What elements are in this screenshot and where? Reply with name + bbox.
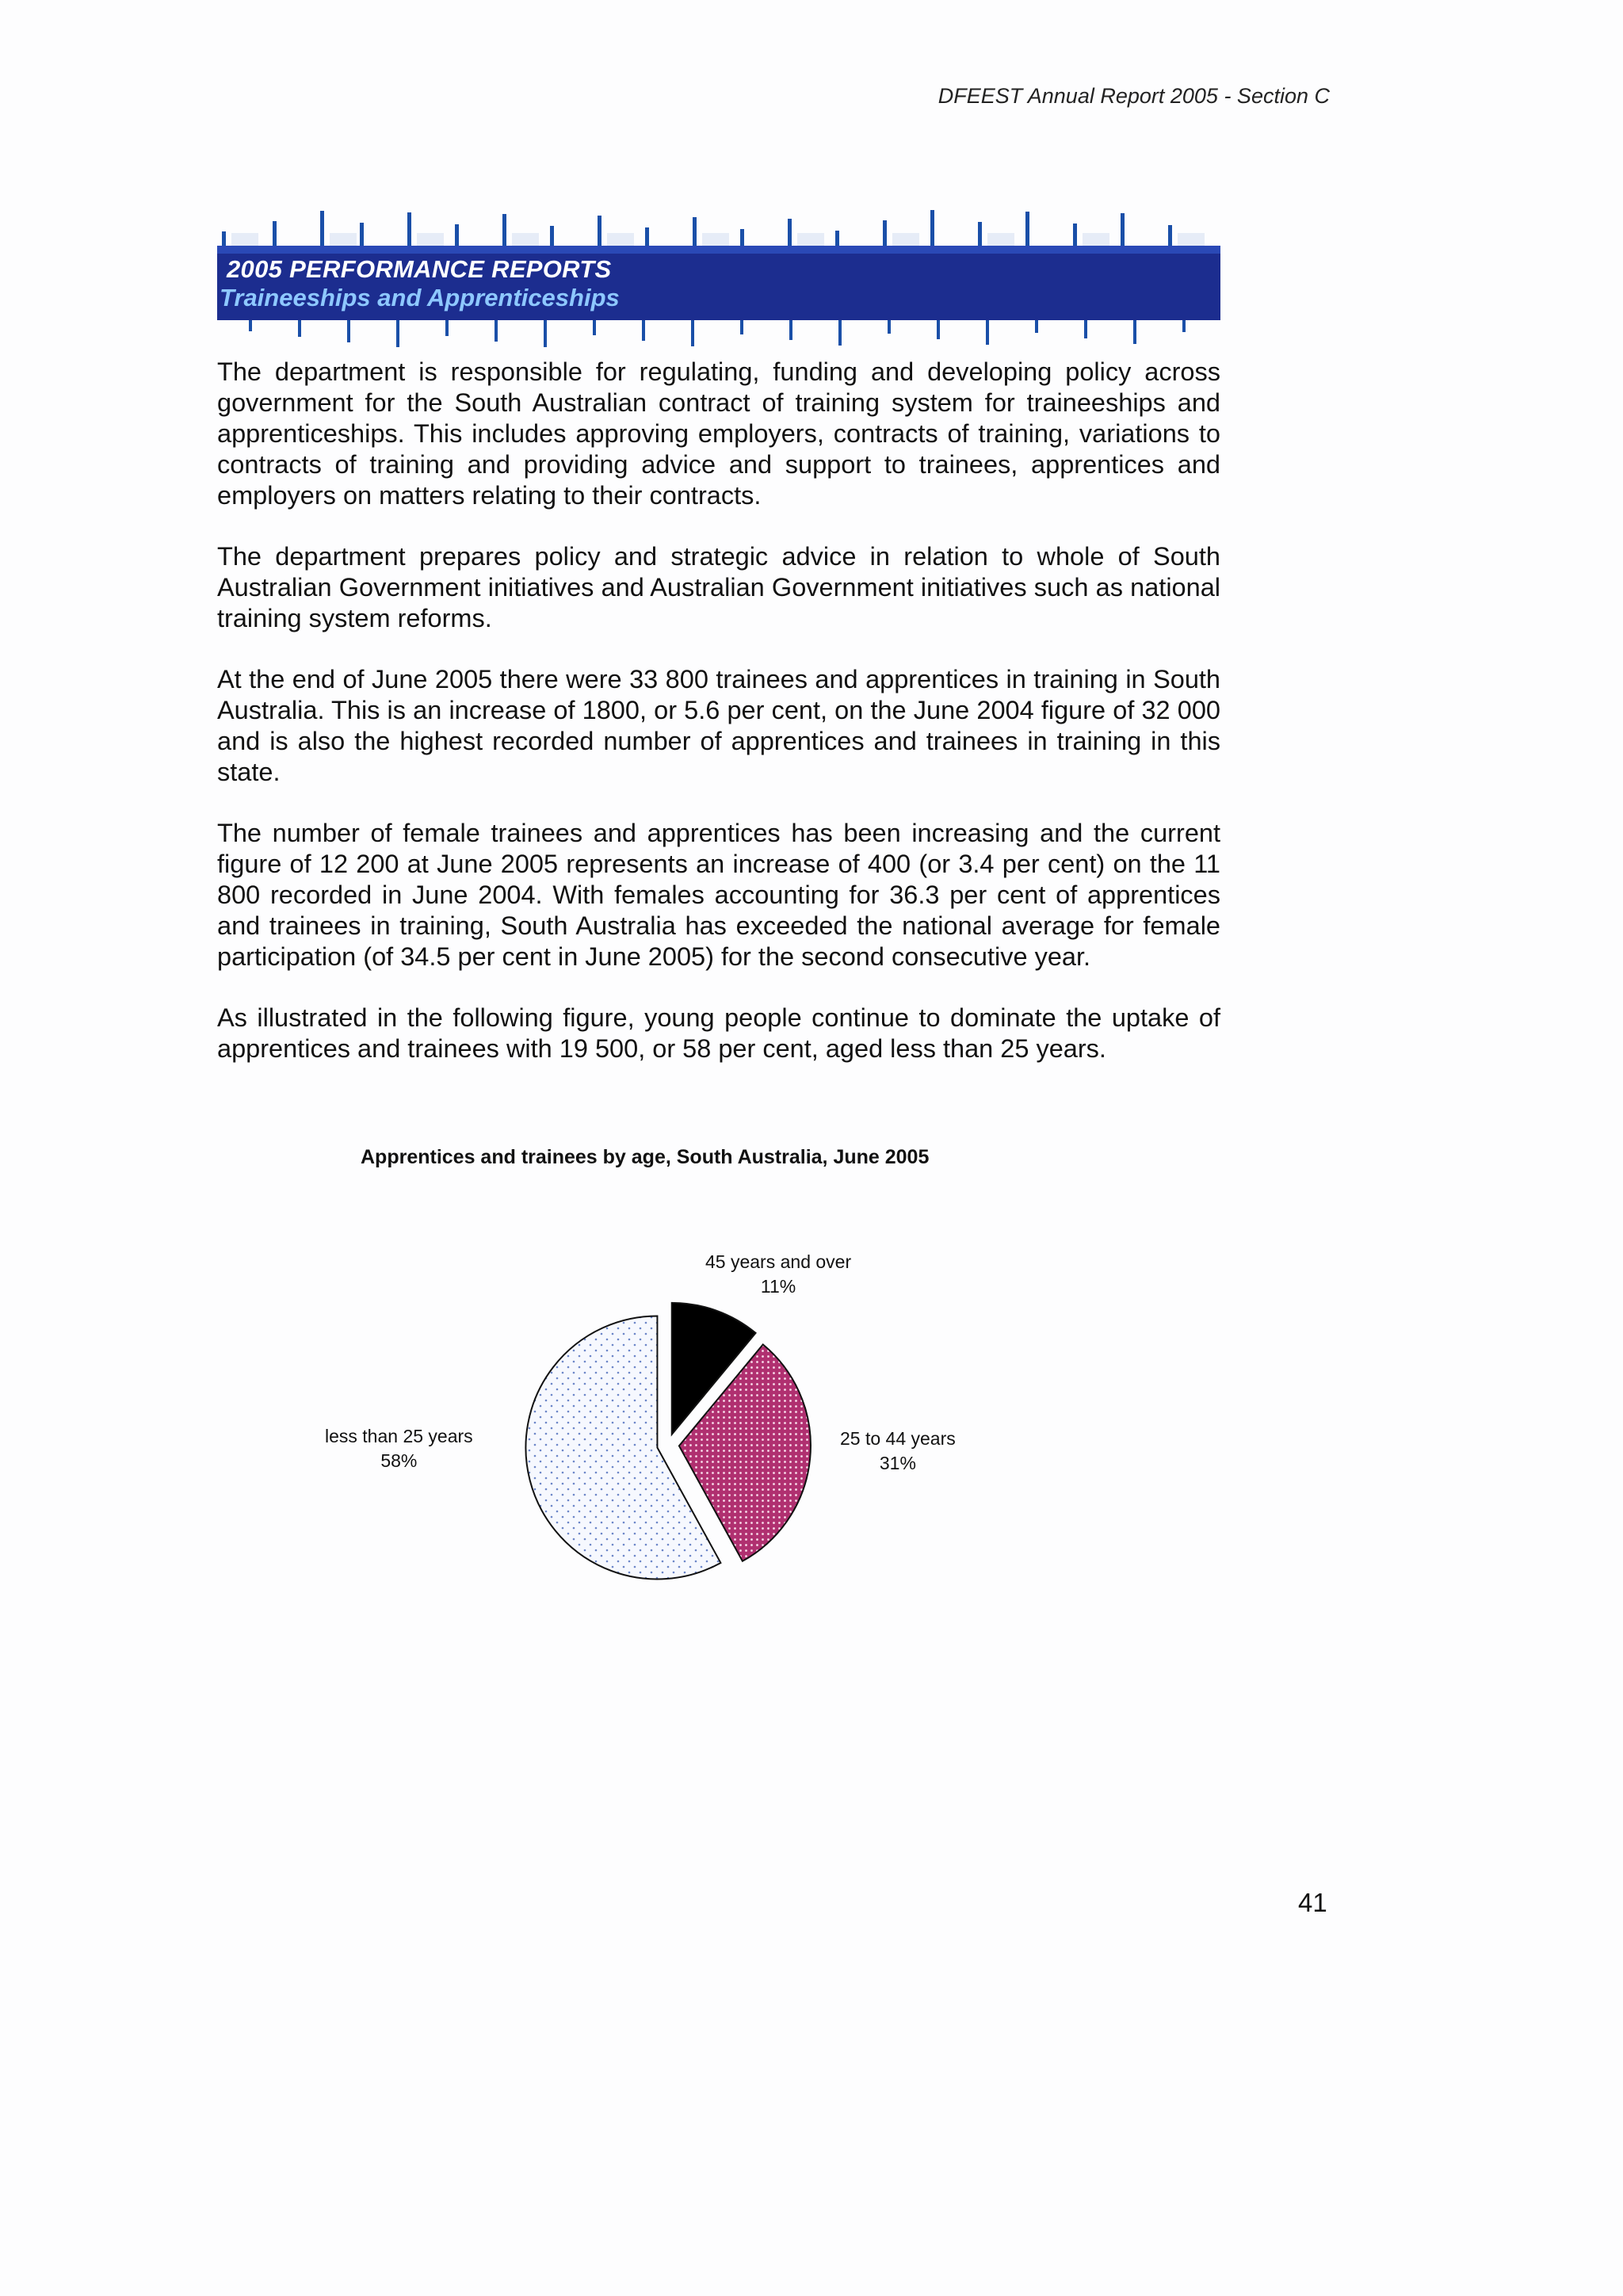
banner-tick	[986, 320, 989, 345]
banner-block	[1083, 233, 1109, 246]
banner-tick	[544, 320, 547, 347]
page-number: 41	[1298, 1888, 1327, 1917]
body-text	[217, 357, 1220, 1095]
banner-tick	[593, 320, 596, 335]
pie-label-25-to-44-value: 31%	[879, 1453, 916, 1473]
banner-tick	[445, 320, 449, 336]
pie-slice-45-and-over	[672, 1303, 756, 1435]
banner-tick	[740, 229, 744, 246]
paragraph-policy-advice: The department prepares policy and strategic advice in relation to whole of South Australian Government initiatives and Australian Government initiatives such as national training system reforms.	[217, 542, 1220, 632]
banner-block	[892, 233, 919, 246]
banner-tick	[788, 219, 792, 246]
banner-tick	[396, 320, 399, 347]
banner-title: 2005 PERFORMANCE REPORTS	[227, 255, 612, 283]
banner-tick	[642, 320, 645, 341]
banner-tick	[1084, 320, 1087, 338]
banner-tick	[407, 212, 411, 246]
banner-tick	[347, 320, 350, 342]
banner-block	[330, 233, 357, 246]
banner-tick	[495, 320, 498, 342]
banner-tick	[249, 320, 252, 331]
banner-tick	[455, 224, 459, 246]
banner-tick	[645, 227, 649, 246]
banner-block	[417, 233, 444, 246]
pie-label-under-25	[325, 1424, 473, 1473]
pie-label-45-and-over	[705, 1250, 851, 1299]
banner-tick	[930, 210, 934, 246]
banner-block	[512, 233, 539, 246]
banner-tick	[1025, 212, 1029, 246]
banner-tick	[598, 216, 601, 246]
paragraph-responsibilities: The department is responsible for regulating, funding and developing policy across government for the South Australian contract of training system for traineeships and apprenticeships. This includes approving employers, contracts of training, variations to contracts of training and providing advice and support to trainees, apprentices and employers on matters relating to their contracts.	[217, 357, 1220, 510]
pie-label-45-and-over-name: 45 years and over	[705, 1251, 852, 1272]
banner-band-highlight	[217, 246, 1220, 254]
pie-label-25-to-44	[840, 1427, 956, 1476]
pie-label-under-25-name: less than 25 years	[325, 1426, 473, 1446]
pie-label-45-and-over-value: 11%	[760, 1276, 796, 1297]
banner-tick	[693, 217, 697, 246]
paragraph-age-summary: As illustrated in the following figure, young people continue to dominate the uptake of apprentices and trainees with 19 500, or 58 per cent, aged less than 25 years.	[217, 1003, 1220, 1063]
banner-tick	[273, 221, 277, 246]
pie-label-25-to-44-name: 25 to 44 years	[840, 1428, 956, 1449]
banner-tick	[835, 231, 839, 246]
banner-block	[702, 233, 729, 246]
banner-tick	[222, 231, 226, 246]
banner-block	[797, 233, 824, 246]
running-header: DFEEST Annual Report 2005 - Section C	[938, 84, 1330, 108]
banner-tick	[740, 320, 743, 334]
banner-tick	[550, 226, 554, 246]
banner-ticks-bottom	[249, 320, 1186, 347]
pie-slice-25-to-44	[679, 1344, 811, 1561]
banner-tick	[978, 222, 982, 246]
banner-tick	[1035, 320, 1038, 333]
banner-tick	[1133, 320, 1136, 344]
banner-block	[1178, 233, 1205, 246]
banner-tick	[1073, 223, 1077, 246]
banner-tick	[502, 214, 506, 246]
banner-block	[607, 233, 634, 246]
banner-block	[987, 233, 1014, 246]
banner-tick	[838, 320, 842, 346]
banner-tick	[883, 220, 887, 246]
banner-tick	[937, 320, 940, 339]
banner-ticks-top	[222, 210, 1205, 246]
banner-tick	[298, 320, 301, 337]
banner-tick	[320, 211, 324, 246]
pie-label-under-25-value: 58%	[380, 1450, 418, 1471]
banner-subtitle: Traineeships and Apprenticeships	[220, 284, 620, 311]
banner-block	[231, 233, 258, 246]
banner-tick	[789, 320, 792, 340]
banner-tick	[691, 320, 694, 346]
paragraph-training-numbers: At the end of June 2005 there were 33 800 trainees and apprentices in training in South Australia. This is an increase of 1800, or 5.6 per cent, on the June 2004 figure of 32 000 and is also the highest recorded number of apprentices and trainees in training in this state.	[217, 665, 1220, 786]
banner-tick	[1182, 320, 1186, 332]
banner-tick	[1121, 213, 1125, 246]
pie-slice-under-25	[525, 1316, 720, 1579]
banner-tick	[888, 320, 891, 334]
paragraph-female-participation: The number of female trainees and apprentices has been increasing and the current figure of 12 200 at June 2005 represents an increase of 400 (or 3.4 per cent) on the 11 800 recorded in June 2004. With females accounting for 36.3 per cent of apprentices and trainees in training, South Australia has exceeded the national average for female participation (of 34.5 per cent in June 2005) for the second consecutive year.	[217, 819, 1220, 971]
banner-tick	[360, 223, 364, 246]
banner-tick	[1168, 225, 1172, 246]
chart-title: Apprentices and trainees by age, South Australia, June 2005	[361, 1146, 930, 1168]
section-banner	[217, 184, 1220, 347]
